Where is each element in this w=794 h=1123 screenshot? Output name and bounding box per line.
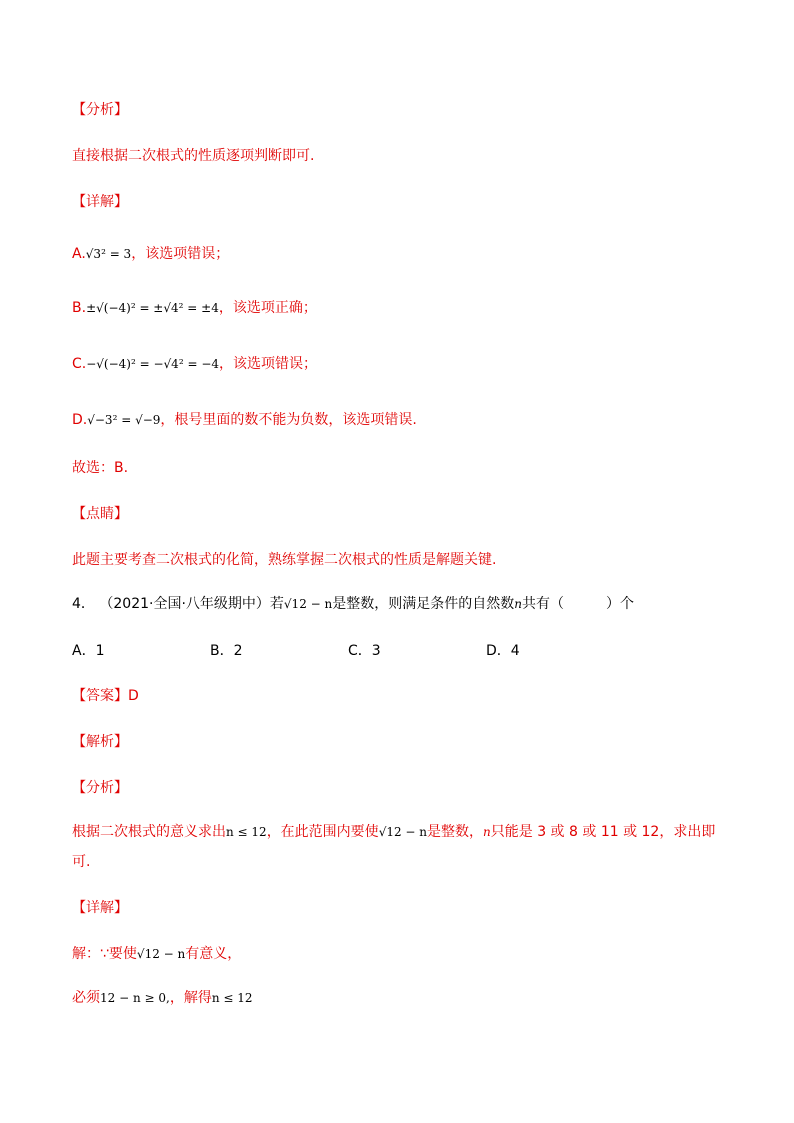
option-b-prefix: B. xyxy=(72,300,87,316)
option-c-prefix: C. xyxy=(72,356,87,372)
analysis-line-1 xyxy=(72,822,715,842)
question-end: 共有（ ）个 xyxy=(521,596,634,612)
comment-text: 此题主要考查二次根式的化简，熟练掌握二次根式的性质是解题关键. xyxy=(72,552,497,568)
choose-text: 故选：B. xyxy=(72,460,129,476)
option-d-text: ，根号里面的数不能为负数，该选项错误. xyxy=(160,412,417,428)
analysis-text-2: ，在此范围内要使 xyxy=(266,824,379,840)
question-formula: √12 − n xyxy=(283,597,333,611)
solution-formula-2: 12 − n ≥ 0, xyxy=(100,991,170,1005)
solution-text-1a: 解：∵要使 xyxy=(72,946,137,962)
analysis-text-3: 是整数， xyxy=(427,824,484,840)
option-b-line xyxy=(72,298,317,318)
analysis-formula-2: √12 − n xyxy=(378,825,428,839)
section-heading-jiexi: 【解析】 xyxy=(72,734,128,750)
answer-label: 【答案】D xyxy=(72,688,139,704)
option-a-text: ，该选项错误； xyxy=(131,246,230,262)
option-d-prefix: D. xyxy=(72,412,88,428)
analysis-text: 直接根据二次根式的性质逐项判断即可. xyxy=(72,148,315,164)
option-a-prefix: A. xyxy=(72,246,86,262)
section-heading-detail: 【详解】 xyxy=(72,194,128,210)
analysis-line-2: 可. xyxy=(72,854,91,870)
analysis-var: n xyxy=(483,825,491,839)
analysis-text-4: 只能是 3 或 8 或 11 或 12，求出即 xyxy=(490,824,716,840)
question-number: 4． xyxy=(72,596,95,612)
solution-line-1 xyxy=(72,944,241,964)
option-b-text: ，该选项正确； xyxy=(218,300,317,316)
section-heading-detail-2: 【详解】 xyxy=(72,900,128,916)
option-c-line xyxy=(72,354,317,374)
section-heading-analysis: 【分析】 xyxy=(72,102,128,118)
option-c-text: ，该选项错误； xyxy=(219,356,318,372)
solution-text-1b: 有意义， xyxy=(185,946,242,962)
section-heading-comment: 【点睛】 xyxy=(72,506,128,522)
choice-d[interactable]: D．4 xyxy=(486,643,520,659)
analysis-formula-1: n ≤ 12 xyxy=(226,825,267,839)
analysis-text-1: 根据二次根式的意义求出 xyxy=(72,824,226,840)
question-var: n xyxy=(514,597,522,611)
option-a-line xyxy=(72,244,229,264)
solution-formula-1: √12 − n xyxy=(136,947,186,961)
choice-b[interactable]: B．2 xyxy=(210,643,243,659)
question-4 xyxy=(72,594,634,614)
question-source: （2021·全国·八年级期中）若 xyxy=(99,596,284,612)
option-c-formula: −√(−4)² = −√4² = −4 xyxy=(86,357,220,371)
section-heading-analysis-2: 【分析】 xyxy=(72,780,128,796)
solution-formula-3: n ≤ 12 xyxy=(211,991,253,1005)
option-a-formula: √3² = 3 xyxy=(85,247,132,261)
option-b-formula: ±√(−4)² = ±√4² = ±4 xyxy=(86,301,219,315)
solution-text-2a: 必须 xyxy=(72,990,100,1006)
question-mid: 是整数，则满足条件的自然数 xyxy=(332,596,515,612)
solution-line-2 xyxy=(72,988,253,1008)
choice-a[interactable]: A．1 xyxy=(72,643,105,659)
option-d-formula: √−3² = √−9 xyxy=(87,413,161,427)
choice-c[interactable]: C．3 xyxy=(348,643,381,659)
solution-text-2b: ，解得 xyxy=(169,990,212,1006)
option-d-line xyxy=(72,410,417,430)
